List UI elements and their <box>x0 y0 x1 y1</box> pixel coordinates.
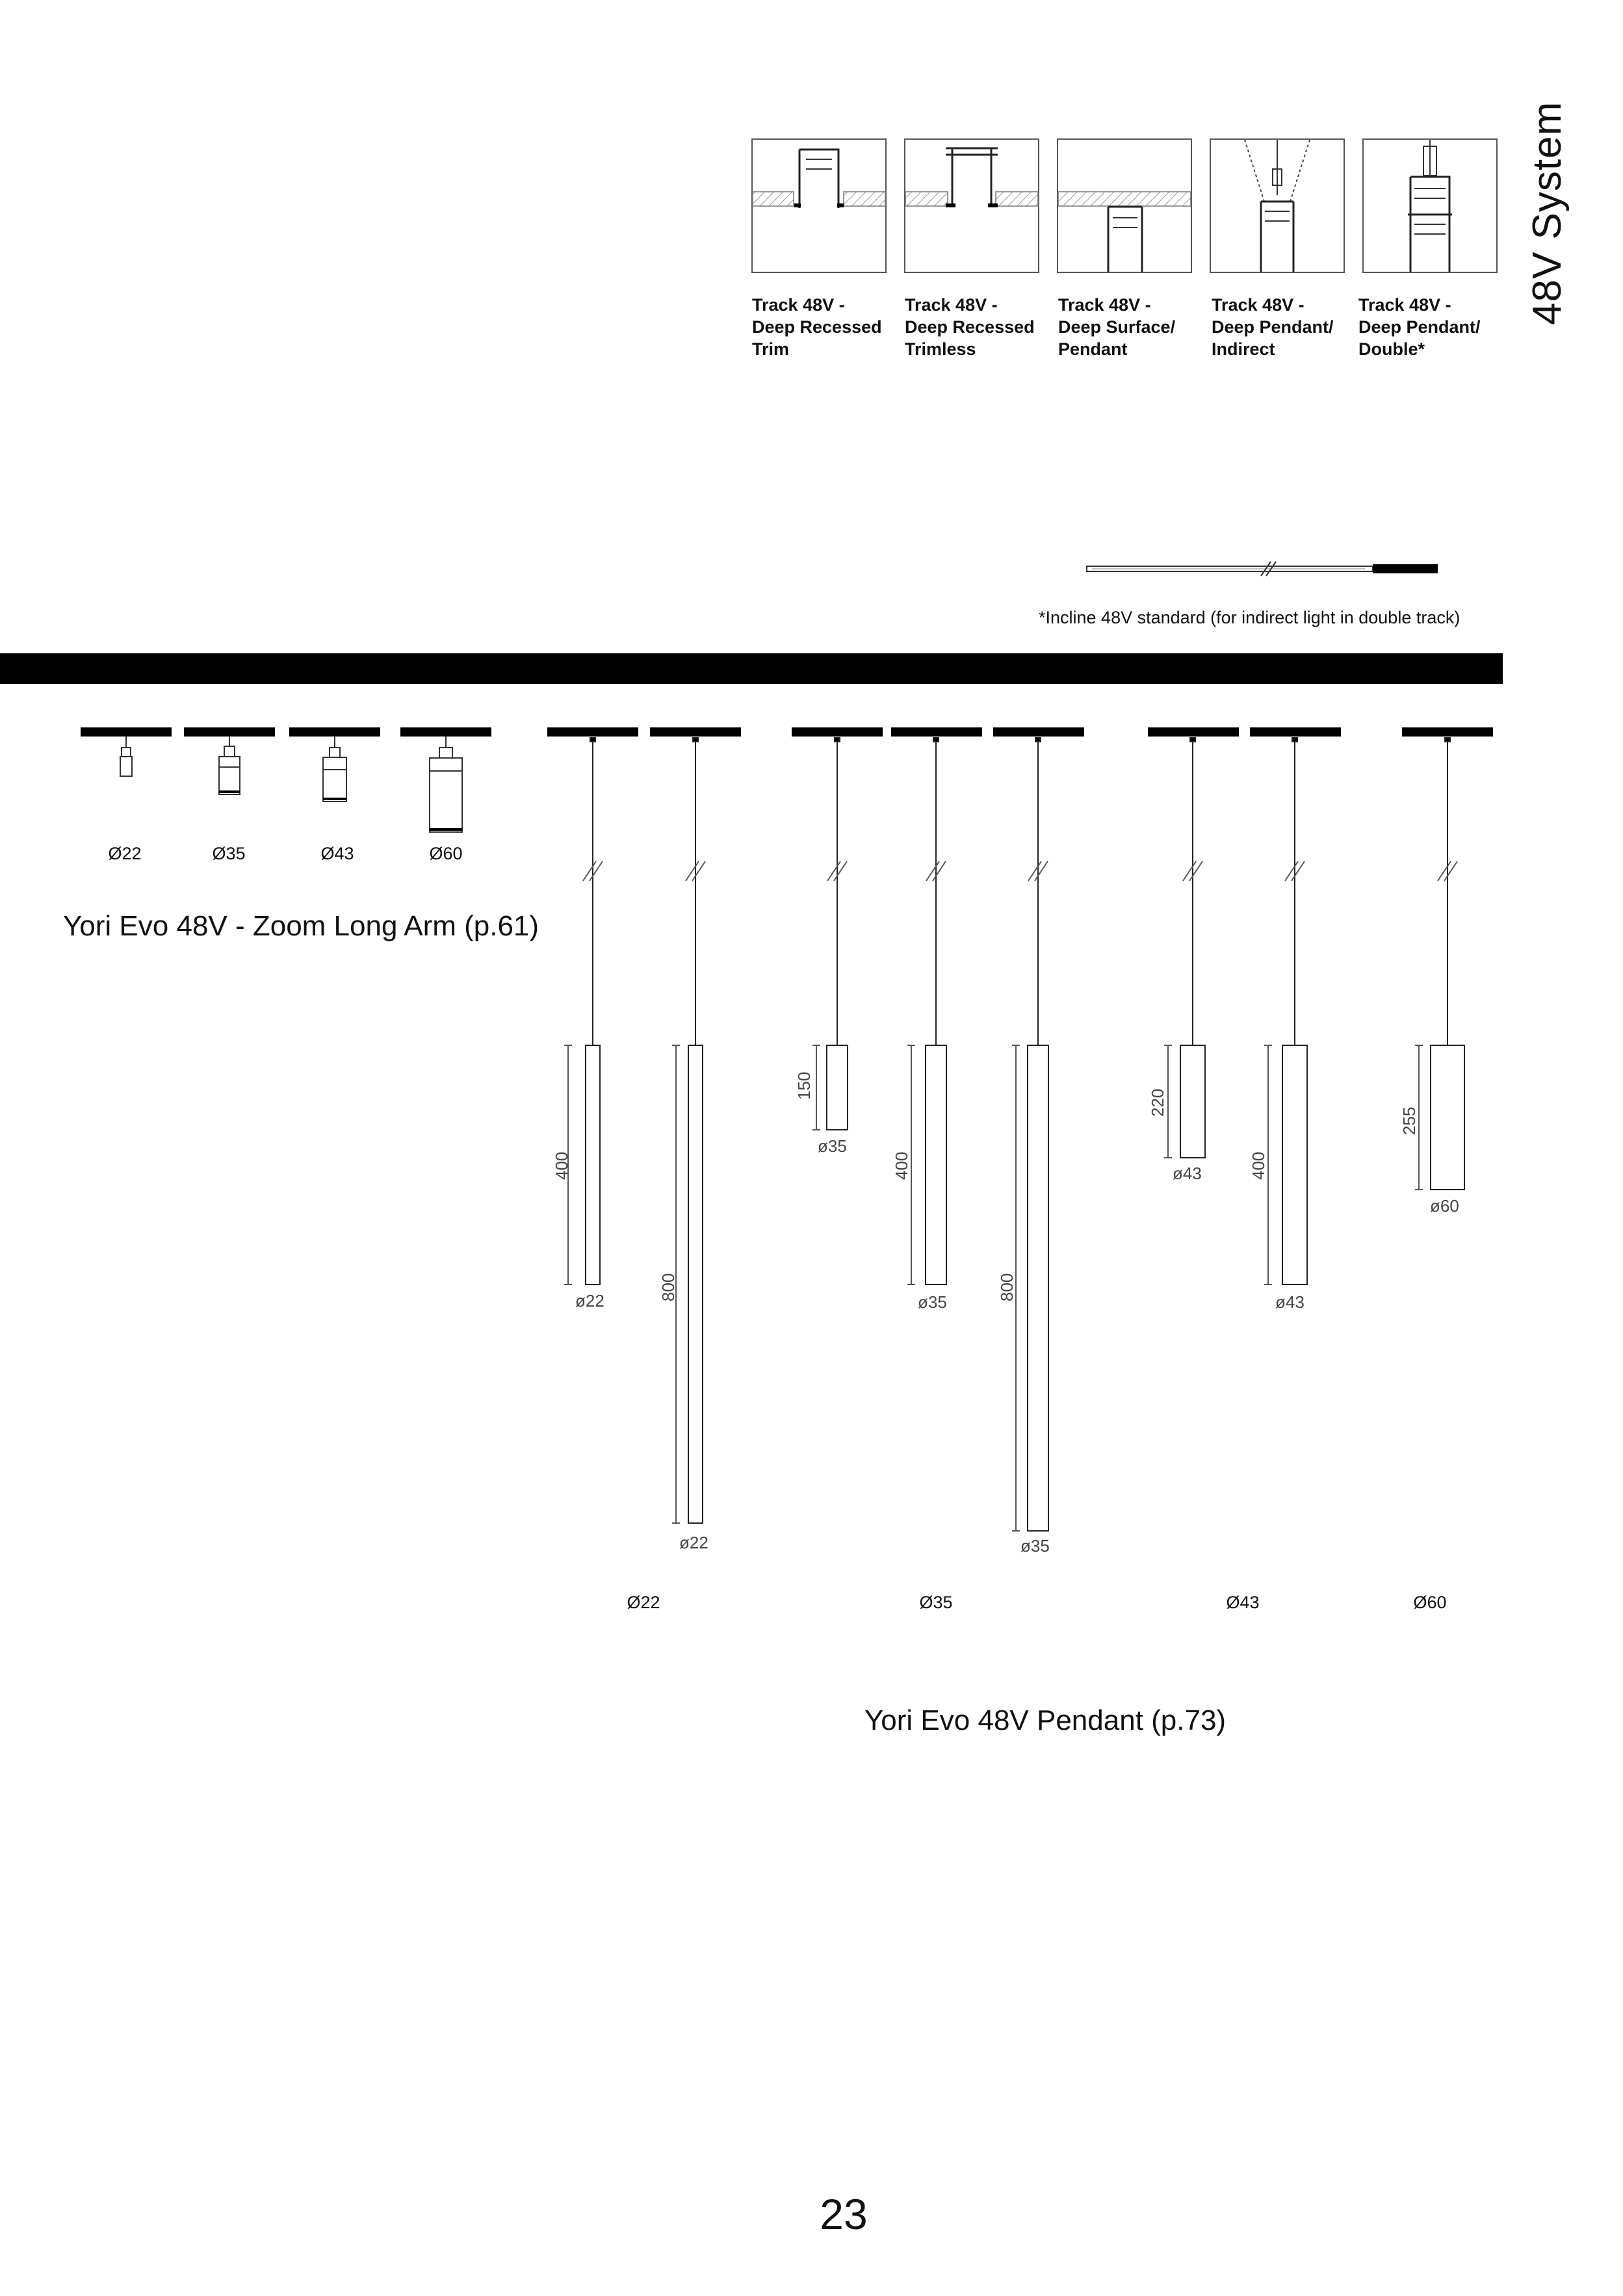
pendant-diameter-label: ø22 <box>575 1291 604 1311</box>
zoom-diameter-label: Ø43 <box>320 844 354 863</box>
track-type-label: Track 48V - Deep Pendant/ Double* <box>1358 295 1481 359</box>
pendant-d22-400 <box>564 738 600 1285</box>
pendant-length-label: 220 <box>1148 1088 1167 1117</box>
pendant-diameter-label: ø35 <box>818 1136 847 1156</box>
zoom-diameter-label: Ø22 <box>108 844 142 863</box>
zoom-spot-d35 <box>219 737 240 794</box>
pendant-length-label: 150 <box>794 1071 814 1100</box>
track-segment <box>650 727 741 737</box>
pendant-group-label: Ø43 <box>1226 1593 1260 1612</box>
zoom-spot-d43 <box>323 737 346 802</box>
pendant-d60-255 <box>1415 738 1464 1190</box>
track-type-label: Track 48V - Deep Recessed Trim <box>752 295 882 359</box>
pendant-length-label: 800 <box>997 1273 1017 1301</box>
track-segment <box>81 727 172 737</box>
pendant-d35-400 <box>907 738 946 1285</box>
page-number: 23 <box>820 2190 868 2238</box>
track-segment <box>792 727 883 737</box>
pendant-d35-150 <box>812 738 848 1130</box>
track-segment <box>1402 727 1493 737</box>
section-side-title: 48V System <box>1525 101 1570 325</box>
pendant-length-label: 800 <box>658 1273 678 1301</box>
recessed-trimless-profile-icon <box>905 139 1039 272</box>
track-segment <box>289 727 380 737</box>
pendant-diameter-label: ø22 <box>679 1533 708 1552</box>
zoom-section-title: Yori Evo 48V - Zoom Long Arm (p.61) <box>63 910 539 942</box>
pendant-length-label: 400 <box>892 1151 911 1180</box>
pendant-diameter-label: ø35 <box>918 1292 947 1312</box>
pendant-d35-800 <box>1012 738 1048 1531</box>
recessed-trim-profile-icon <box>752 139 886 272</box>
pendant-section-title: Yori Evo 48V Pendant (p.73) <box>864 1704 1227 1736</box>
pendant-indirect-profile-icon <box>1210 139 1344 272</box>
zoom-spot-d22 <box>120 737 132 776</box>
track-type-label: Track 48V - Deep Recessed Trimless <box>905 295 1035 359</box>
surface-pendant-profile-icon <box>1058 139 1191 272</box>
pendant-d22-800 <box>672 738 703 1523</box>
zoom-diameter-label: Ø35 <box>212 844 246 863</box>
zoom-diameter-label: Ø60 <box>429 844 463 863</box>
pendant-d43-220 <box>1164 738 1205 1158</box>
track-type-label: Track 48V - Deep Pendant/ Indirect <box>1212 295 1334 359</box>
pendant-double-profile-icon <box>1363 139 1497 272</box>
pendant-group-label: Ø60 <box>1413 1593 1447 1612</box>
incline-note: *Incline 48V standard (for indirect light in double track) <box>1039 608 1461 627</box>
pendant-group-label: Ø22 <box>627 1593 660 1612</box>
pendant-group-label: Ø35 <box>919 1593 953 1612</box>
pendant-diameter-label: ø43 <box>1173 1164 1202 1183</box>
track-segment <box>993 727 1084 737</box>
track-segment <box>1148 727 1239 737</box>
pendant-length-label: 400 <box>552 1151 571 1180</box>
pendant-diameter-label: ø35 <box>1020 1536 1050 1556</box>
track-segment <box>400 727 491 737</box>
pendant-d43-400 <box>1264 738 1307 1285</box>
zoom-spot-d60 <box>430 737 462 832</box>
track-segment <box>891 727 982 737</box>
pendant-length-label: 400 <box>1249 1151 1268 1180</box>
pendant-diameter-label: ø60 <box>1430 1196 1459 1216</box>
track-type-label: Track 48V - Deep Surface/ Pendant <box>1058 295 1176 359</box>
incline-profile-icon <box>1085 559 1443 579</box>
pendant-diameter-label: ø43 <box>1275 1292 1305 1312</box>
track-segment <box>547 727 638 737</box>
section-divider-bar <box>0 653 1503 684</box>
pendant-length-label: 255 <box>1399 1106 1419 1135</box>
track-segment <box>1250 727 1341 737</box>
track-segment <box>184 727 275 737</box>
